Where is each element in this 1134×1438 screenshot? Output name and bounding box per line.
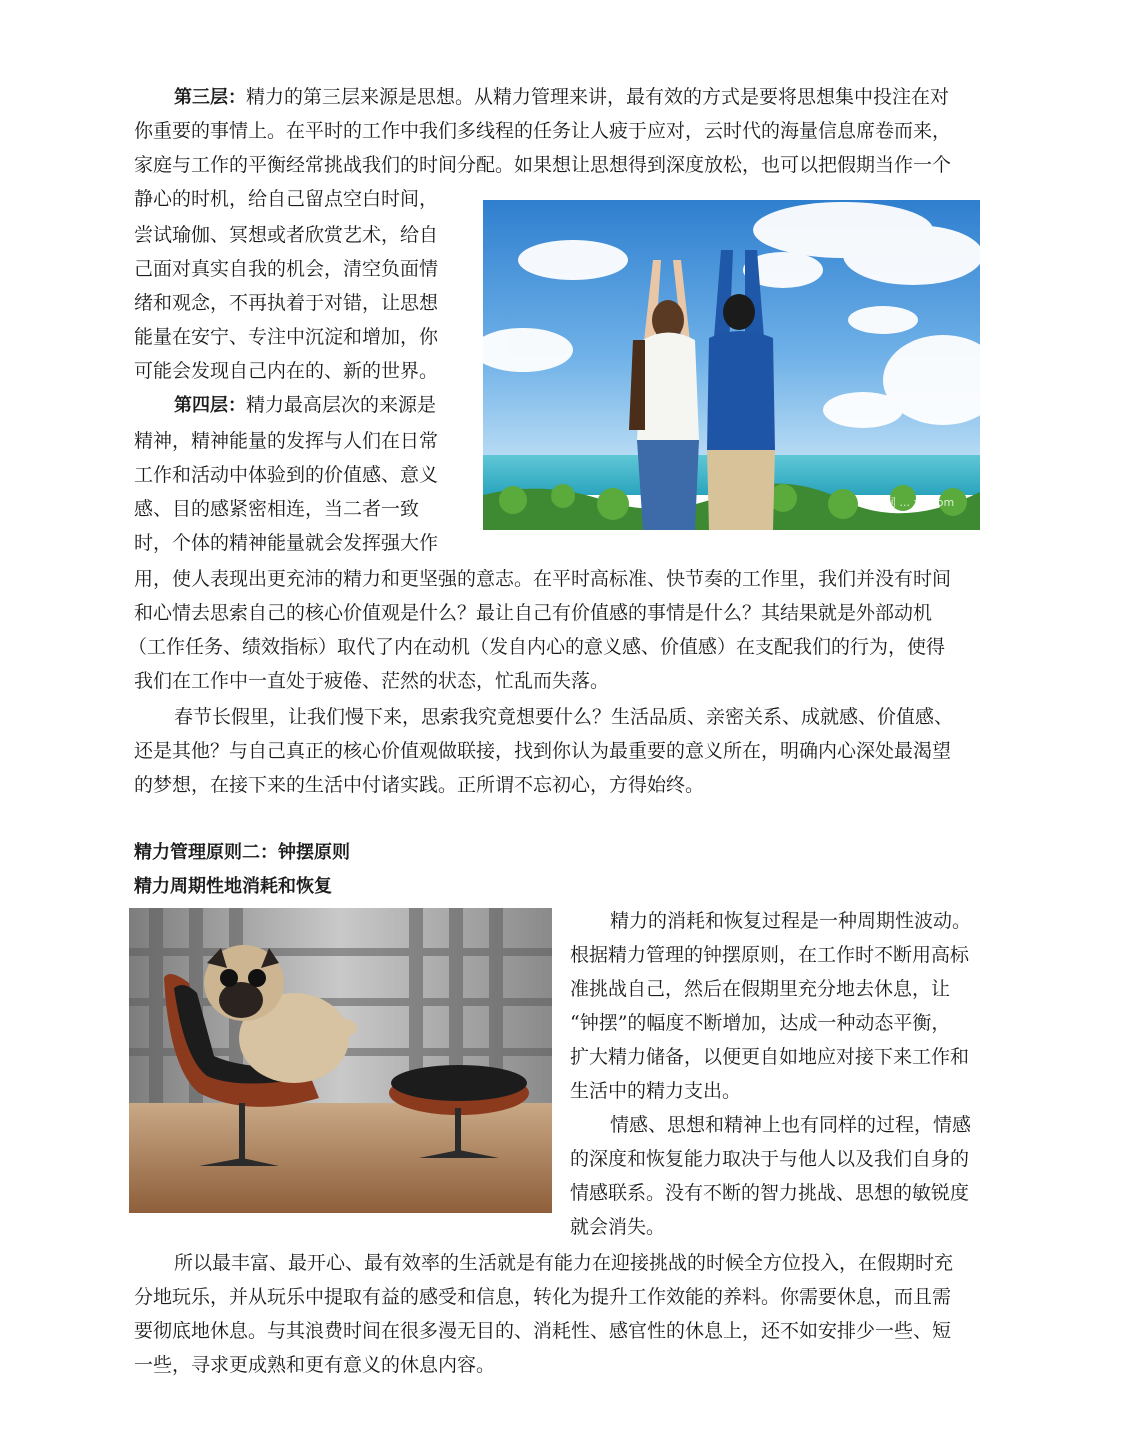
para1-line-5: 己面对真实自我的机会，清空负面情 [134,258,439,280]
para4-line-0: 精力的消耗和恢复过程是一种周期性波动。 [610,910,972,932]
para1-line-3: 静心的时机，给自己留点空白时间， [134,188,439,210]
para1-text: 精力的第三层来源是思想。从精力管理来讲，最有效的方式是要将思想集中投注在对 [246,86,950,108]
para2-line-6: 和心情去思索自己的核心价值观是什么？最让自己有价值感的事情是什么？其结果就是外部动机 [134,602,933,624]
para3-line-2: 的梦想，在接下来的生活中付诸实践。正所谓不忘初心，方得始终。 [134,774,705,796]
beach-couple-photo [483,200,980,530]
para5-line-1: 的深度和恢复能力取决于与他人以及我们自身的 [570,1148,970,1170]
para2-line-8: 我们在工作中一直处于疲倦、茫然的状态，忙乱而失落。 [134,670,610,692]
pug-lounge-chair-photo [129,908,552,1213]
para1-line-6: 绪和观念，不再执着于对错，让思想 [134,292,439,314]
para5-line-2: 情感联系。没有不断的智力挑战、思想的敏锐度 [570,1182,970,1204]
pug-chair-illustration [129,908,552,1213]
para3-line-0: 春节长假里，让我们慢下来，思索我究竟想要什么？生活品质、亲密关系、成就感、价值感、 [174,706,954,728]
para4-line-1: 根据精力管理的钟摆原则，在工作时不断用高标 [570,944,970,966]
para5-line-3: 就会消失。 [570,1216,666,1238]
para4-line-4: 扩大精力储备，以便更自如地应对接下来工作和 [570,1046,970,1068]
para1-label: 第三层： [174,87,246,108]
para2-line-2: 工作和活动中体验到的价值感、意义 [134,464,439,486]
para2-line-7: （工作任务、绩效指标）取代了内在动机（发自内心的意义感、价值感）在支配我们的行为，使得 [128,636,946,658]
beach-watermark: 中国网 ... zw.com [863,496,955,509]
para6-line-2: 要彻底地休息。与其浪费时间在很多漫无目的、消耗性、感官性的休息上，还不如安排少一些、短 [134,1320,952,1342]
para1-line-8: 可能会发现自己内在的、新的世界。 [134,360,439,382]
section-heading: 精力管理原则二：钟摆原则 [134,842,350,863]
para2-text: 精力最高层次的来源是 [246,394,437,416]
para2-line-4: 时，个体的精神能量就会发挥强大作 [134,532,439,554]
para3-line-1: 还是其他？与自己真正的核心价值观做联接，找到你认为最重要的意义所在，明确内心深处最渴望 [134,740,952,762]
para1-line-0 [174,84,949,111]
para2-line-0 [174,392,436,419]
para4-line-2: 准挑战自己，然后在假期里充分地去休息，让 [570,978,951,1000]
para4-line-5: 生活中的精力支出。 [570,1080,742,1102]
para2-label: 第四层： [174,395,246,416]
para2-line-5: 用，使人表现出更充沛的精力和更坚强的意志。在平时高标准、快节奏的工作里，我们并没有时间 [134,568,952,590]
para1-line-2: 家庭与工作的平衡经常挑战我们的时间分配。如果想让思想得到深度放松，也可以把假期当作一个 [134,154,952,176]
para1-line-1: 你重要的事情上。在平时的工作中我们多线程的任务让人疲于应对，云时代的海量信息席卷而来， [134,120,952,142]
para6-line-1: 分地玩乐，并从玩乐中提取有益的感受和信息，转化为提升工作效能的养料。你需要休息，而且需 [134,1286,952,1308]
para2-line-1: 精神，精神能量的发挥与人们在日常 [134,430,439,452]
para6-line-0: 所以最丰富、最开心、最有效率的生活就是有能力在迎接挑战的时候全方位投入，在假期时充 [174,1252,954,1274]
para6-line-3: 一些，寻求更成熟和更有意义的休息内容。 [134,1354,496,1376]
section-subheading: 精力周期性地消耗和恢复 [134,876,332,897]
para4-line-3: “钟摆”的幅度不断增加，达成一种动态平衡， [570,1012,951,1034]
para5-line-0: 情感、思想和精神上也有同样的过程，情感 [610,1114,972,1136]
beach-couple-illustration [483,200,980,530]
para1-line-4: 尝试瑜伽、冥想或者欣赏艺术，给自 [134,224,439,246]
para1-line-7: 能量在安宁、专注中沉淀和增加，你 [134,326,439,348]
para2-line-3: 感、目的感紧密相连，当二者一致 [134,498,420,520]
